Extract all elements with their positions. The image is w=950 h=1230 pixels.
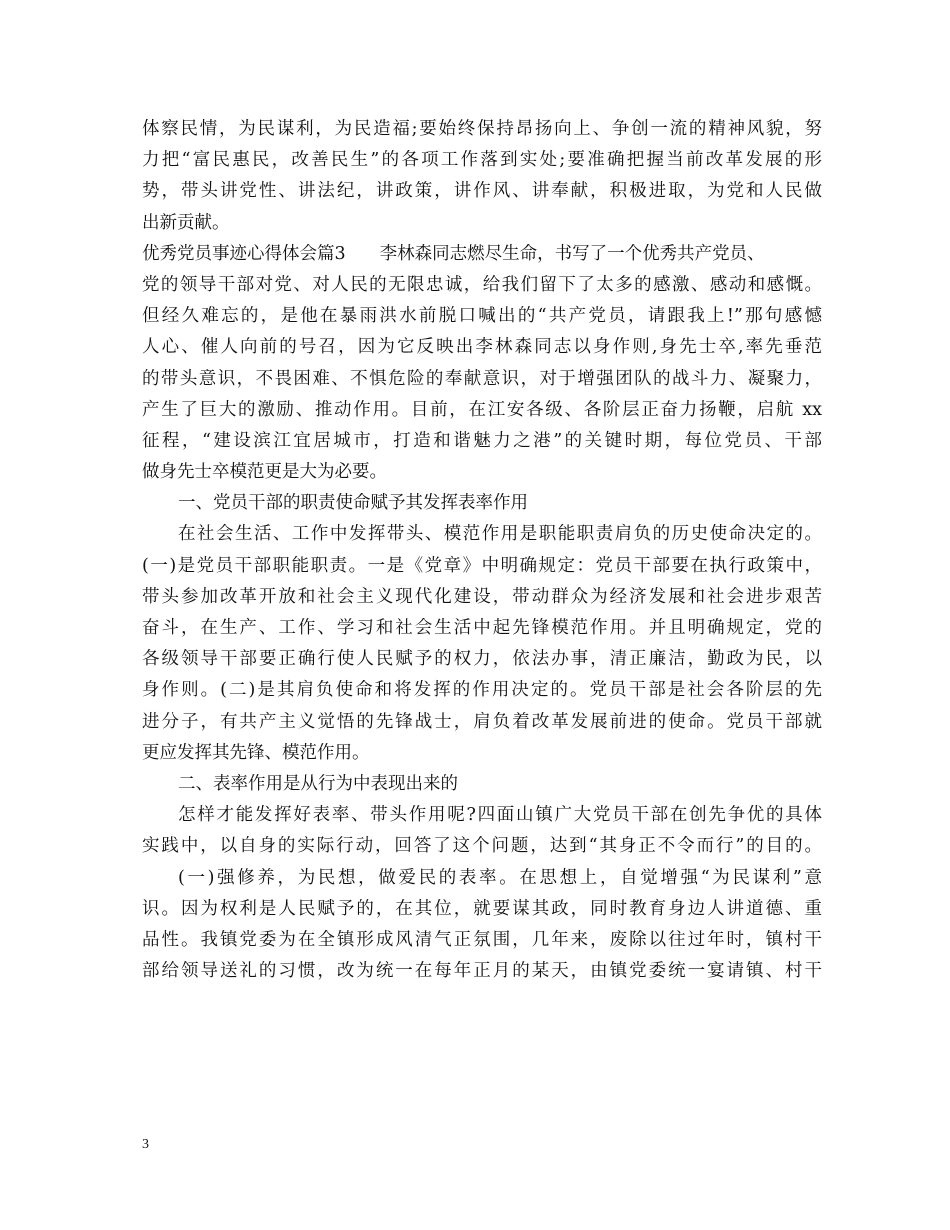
text-line: 带头参加改革开放和社会主义现代化建设，带动群众为经济发展和社会进步艰苦 — [142, 586, 822, 607]
text-line: 怎样才能发挥好表率、带头作用呢?四面山镇广大党员干部在创先争优的具体 — [178, 805, 822, 826]
text-line: 产生了巨大的激励、推动作用。目前，在江安各级、各阶层正奋力扬鞭，启航 xx — [142, 399, 822, 420]
text-line: 进分子，有共产主义觉悟的先锋战士，肩负着改革发展前进的使命。党员干部就 — [142, 711, 822, 732]
text-line: 识。因为权利是人民赋予的，在其位，就要谋其政，同时教育身边人讲道德、重 — [142, 898, 822, 919]
paragraph-start: 李林森同志燃尽生命，书写了一个优秀共产党员、 — [379, 243, 765, 264]
text-line — [142, 239, 822, 270]
text-line: 部给领导送礼的习惯，改为统一在每年正月的某天，由镇党委统一宴请镇、村干 — [142, 961, 822, 982]
text-line: 人心、催人向前的号召，因为它反映出李林森同志以身作则,身先士卒,率先垂范 — [142, 337, 822, 358]
text-line: 一、党员干部的职责使命赋予其发挥表率作用 — [178, 493, 528, 514]
page-number: 3 — [142, 1137, 149, 1152]
text-line: (一)是党员干部职能职责。一是《党章》中明确规定：党员干部要在执行政策中， — [142, 555, 822, 576]
text-line: 势，带头讲党性、讲法纪，讲政策，讲作风、讲奉献，积极进取，为党和人民做 — [142, 181, 822, 202]
text-line: 在社会生活、工作中发挥带头、模范作用是职能职责肩负的历史使命决定的。 — [178, 524, 822, 545]
text-line: 实践中，以自身的实际行动，回答了这个问题，达到“其身正不令而行”的目的。 — [142, 836, 822, 857]
text-line: (一)强修养，为民想，做爱民的表率。在思想上，自觉增强“为民谋利”意 — [178, 867, 822, 888]
section-heading: 优秀党员事迹心得体会篇3 — [142, 243, 346, 264]
text-line: 体察民情，为民谋利，为民造福;要始终保持昂扬向上、争创一流的精神风貌，努 — [142, 119, 822, 139]
text-line: 做身先士卒模范更是大为必要。 — [142, 462, 387, 483]
text-line: 党的领导干部对党、对人民的无限忠诚，给我们留下了太多的感激、感动和感慨。 — [142, 274, 822, 295]
text-line: 力把“富民惠民，改善民生”的各项工作落到实处;要准确把握当前改革发展的形 — [142, 150, 822, 171]
text-line: 奋斗，在生产、工作、学习和社会生活中起先锋模范作用。并且明确规定，党的 — [142, 618, 822, 638]
text-line: 二、表率作用是从行为中表现出来的 — [178, 773, 458, 794]
text-line: 身作则。(二)是其肩负使命和将发挥的作用决定的。党员干部是社会各阶层的先 — [142, 680, 822, 701]
text-line: 的带头意识，不畏困难、不惧危险的奉献意识，对于增强团队的战斗力、凝聚力， — [142, 368, 822, 389]
text-line: 品性。我镇党委为在全镇形成风清气正氛围，几年来，废除以往过年时，镇村干 — [142, 929, 822, 950]
document-body — [142, 114, 822, 987]
text-line: 各级领导干部要正确行使人民赋予的权力，依法办事，清正廉洁，勤政为民，以 — [142, 649, 822, 670]
text-line: 但经久难忘的，是他在暴雨洪水前脱口喊出的“共产党员，请跟我上!”那句感憾 — [142, 306, 822, 327]
text-line: 更应发挥其先锋、模范作用。 — [142, 742, 370, 763]
text-line: 征程，“建设滨江宜居城市，打造和谐魅力之港”的关键时期，每位党员、干部 — [142, 430, 822, 451]
text-line: 出新贡献。 — [142, 212, 230, 233]
